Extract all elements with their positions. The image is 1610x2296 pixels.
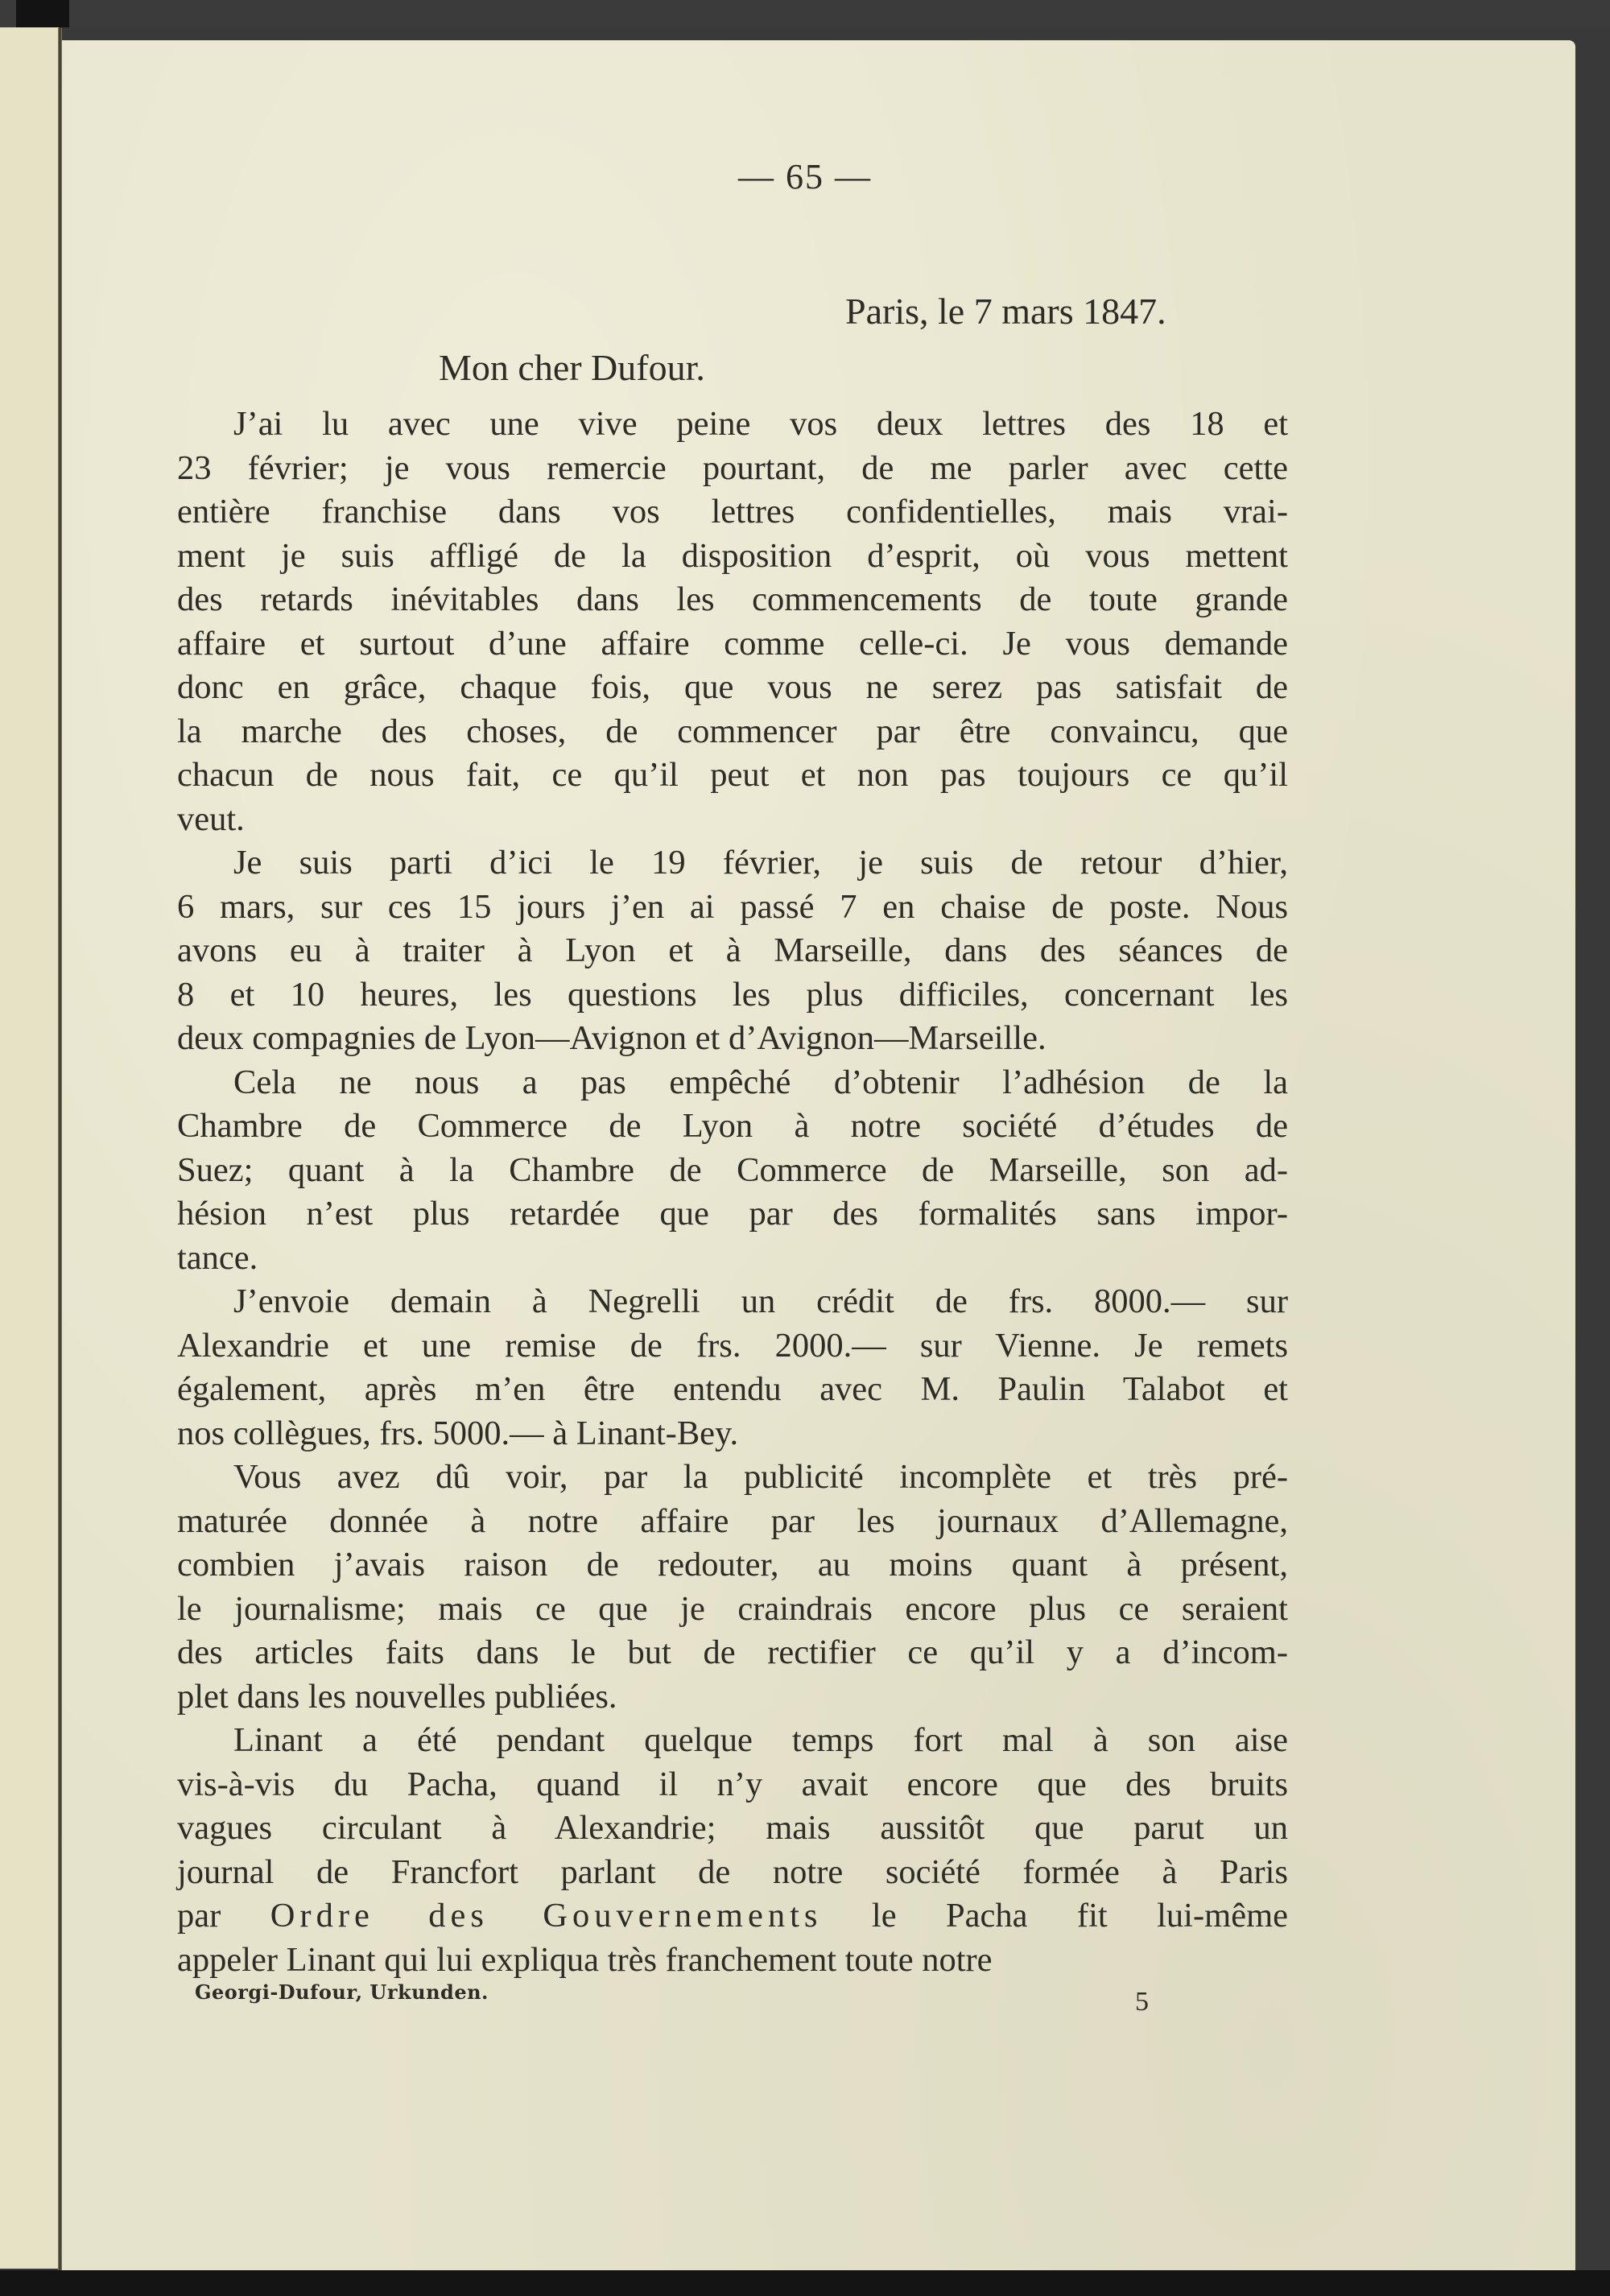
text-line: deux compagnies de Lyon—Avignon et d’Avignon—Marseille.	[177, 1019, 1046, 1057]
text-line: hésion n’est plus retardée que par des formalités sans impor-	[177, 1195, 1288, 1233]
emphasized-text: Ordre des Gouvernements	[270, 1897, 823, 1935]
paragraph	[177, 1719, 1288, 1982]
text-line: avons eu à traiter à Lyon et à Marseille, dans des séances de	[177, 931, 1288, 969]
scan-shadow	[16, 0, 69, 27]
text-line: Chambre de Commerce de Lyon à notre société d’études de	[177, 1107, 1288, 1145]
text-line: veut.	[177, 799, 245, 838]
text-line: maturée donnée à notre affaire par les journaux d’Allemagne,	[177, 1501, 1288, 1540]
paragraph	[177, 1061, 1288, 1281]
facing-page-edge	[0, 27, 60, 2269]
text-line: J’envoie demain à Negrelli un crédit de frs. 8000.— sur	[233, 1282, 1288, 1320]
paragraph	[177, 1280, 1288, 1456]
text-line: des retards inévitables dans les commencements de toute grande	[177, 580, 1288, 618]
text-line: plet dans les nouvelles publiées.	[177, 1677, 617, 1716]
text-line: 23 février; je vous remercie pourtant, de me parler avec cette	[177, 448, 1288, 487]
letter-salutation: Mon cher Dufour.	[439, 347, 705, 388]
text-line: Linant a été pendant quelque temps fort mal à son aise	[233, 1721, 1288, 1759]
text-line: Je suis parti d’ici le 19 février, je suis de retour d’hier,	[233, 844, 1288, 882]
text-line: par Ordre des Gouvernements le Pacha fit lui-même	[177, 1897, 1288, 1935]
scan-background-bottom	[0, 2270, 1610, 2296]
signature-mark: 5	[1135, 1987, 1149, 2017]
running-footer-title: Georgi-Dufour, Urkunden.	[195, 1980, 489, 2004]
text-line: affaire et surtout d’une affaire comme celle-ci. Je vous demande	[177, 624, 1288, 663]
text-line: vagues circulant à Alexandrie; mais aussitôt que parut un	[177, 1809, 1288, 1847]
text-line: journal de Francfort parlant de notre société formée à Paris	[177, 1852, 1288, 1891]
text-line: des articles faits dans le but de rectifier ce qu’il y a d’incom-	[177, 1633, 1288, 1671]
text-line: nos collègues, frs. 5000.— à Linant-Bey.	[177, 1414, 739, 1452]
text-line: également, après m’en être entendu avec M. Paulin Talabot et	[177, 1370, 1288, 1408]
text-line: entière franchise dans vos lettres confidentielles, mais vrai-	[177, 493, 1288, 531]
text-line: 8 et 10 heures, les questions les plus difficiles, concernant les	[177, 975, 1288, 1014]
text-line: Cela ne nous a pas empêché d’obtenir l’adhésion de la	[233, 1063, 1288, 1101]
text-line: tance.	[177, 1238, 258, 1277]
text-line: donc en grâce, chaque fois, que vous ne serez pas satisfait de	[177, 668, 1288, 706]
letter-date: Paris, le 7 mars 1847.	[845, 291, 1166, 332]
text-line: Alexandrie et une remise de frs. 2000.— sur Vienne. Je remets	[177, 1326, 1288, 1365]
text-line: ment je suis affligé de la disposition d’esprit, où vous mettent	[177, 536, 1288, 575]
text-line: appeler Linant qui lui expliqua très franchement toute notre	[177, 1940, 993, 1979]
text-line: le journalisme; mais ce que je craindrais encore plus ce seraient	[177, 1589, 1288, 1628]
text-line: la marche des choses, de commencer par être convaincu, que	[177, 712, 1288, 750]
book-gutter	[58, 27, 62, 2273]
scan-background-top	[0, 0, 1610, 27]
text-line: chacun de nous fait, ce qu’il peut et non pas toujours ce qu’il	[177, 756, 1288, 794]
text-line: Suez; quant à la Chambre de Commerce de Marseille, son ad-	[177, 1150, 1288, 1189]
text-line: combien j’avais raison de redouter, au moins quant à présent,	[177, 1546, 1288, 1584]
text-line: vis-à-vis du Pacha, quand il n’y avait encore que des bruits	[177, 1765, 1288, 1803]
text-line: 6 mars, sur ces 15 jours j’en ai passé 7 en chaise de poste. Nous	[177, 887, 1288, 926]
paragraph	[177, 841, 1288, 1061]
paragraph	[177, 1456, 1288, 1719]
text-line: J’ai lu avec une vive peine vos deux lettres des 18 et	[233, 405, 1288, 443]
page-number: — 65 —	[738, 157, 872, 196]
paragraph	[177, 403, 1288, 841]
text-line: Vous avez dû voir, par la publicité incomplète et très pré-	[233, 1458, 1288, 1496]
letter-body	[177, 403, 1288, 1982]
